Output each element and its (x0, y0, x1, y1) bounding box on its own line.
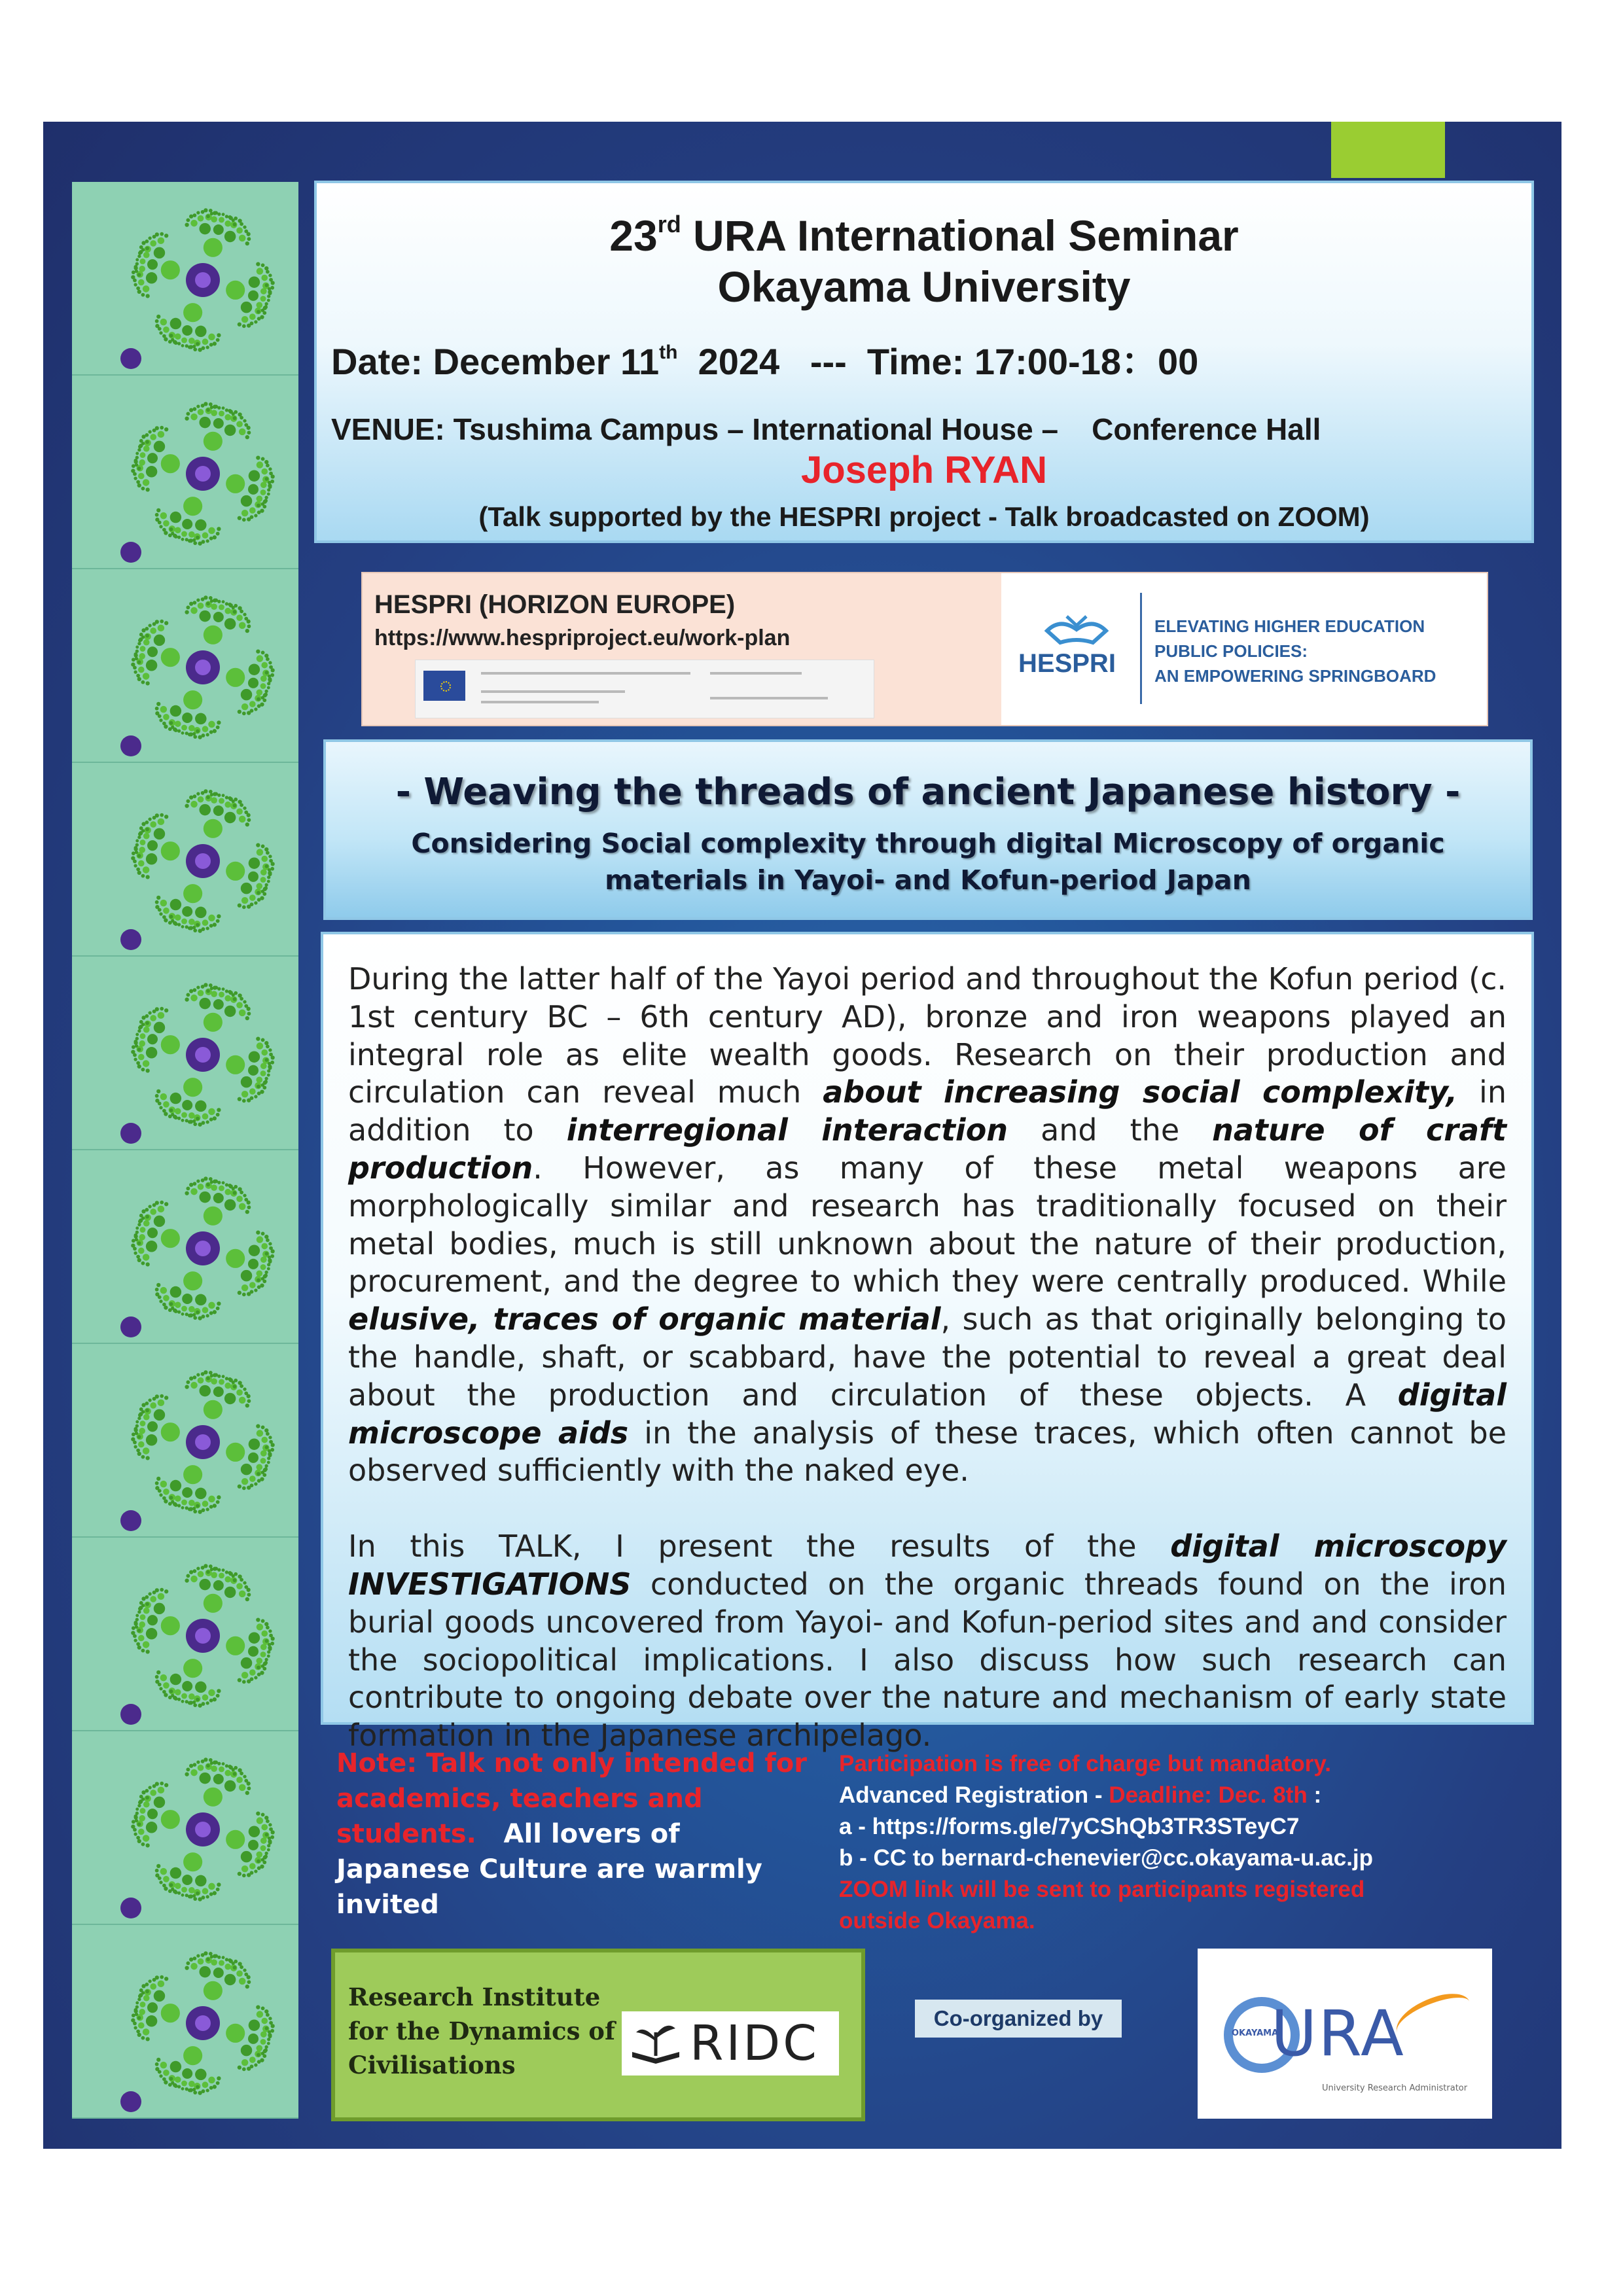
handshake-icon (1041, 611, 1113, 650)
oura-logo (1198, 1949, 1492, 2119)
registration-email[interactable]: b - CC to bernard-chenevier@cc.okayama-u.ac.jp (839, 1845, 1374, 1871)
book-plant-icon (628, 2019, 683, 2068)
abstract-paragraph-1: During the latter half of the Yayoi period and throughout the Kofun period (c. 1st century BC – 6th century AD), bronze and iron weapons played an integral role as elite wealth goods. Research on their production and circulation can reveal much about increasing social complexity, in addition to interregional interaction and the nature of craft production. However, as many of these metal weapons are morphologically similar and research has traditionally focused on their metal bodies, much is still unknown about the nature of their production, procurement, and the degree to which they were centrally produced. While elusive, traces of organic material, such as that originally belonging to the handle, shaft, or scabbard, have the potential to reveal a great deal about the production and circulation of these objects. A digital microscope aids in the analysis of these traces, which often cannot be observed sufficiently with the naked eye. (348, 961, 1507, 1489)
participation-note: Participation is free of charge but mandatory. (839, 1751, 1332, 1776)
fractal-tile (72, 569, 298, 763)
fractal-tile (72, 1925, 298, 2119)
seminar-header (314, 181, 1534, 543)
fractal-tile (72, 1538, 298, 1731)
speaker-name: Joseph RYAN (800, 449, 1048, 491)
zoom-note-cont: outside Okayama. (839, 1908, 1035, 1934)
support-note: (Talk supported by the HESPRI project - Talk broadcasted on ZOOM) (478, 501, 1370, 532)
fractal-border-column (72, 182, 298, 2119)
ridc-organizer (331, 1949, 865, 2121)
divider (1140, 593, 1142, 704)
hespri-logo-text: HESPRI (1018, 649, 1116, 678)
ridc-logo (622, 2011, 839, 2075)
fractal-tile (72, 1150, 298, 1344)
fractal-tile (72, 763, 298, 957)
registration-deadline: Advanced Registration - Deadline: Dec. 8th : (839, 1782, 1322, 1808)
abstract (321, 932, 1534, 1754)
fractal-pattern-icon (72, 1538, 298, 1730)
grant-text-line (710, 697, 828, 699)
talk-title-box (323, 739, 1533, 920)
oura-ring-text: OKAYAMA (1232, 2028, 1279, 2038)
fractal-pattern-icon (72, 1344, 298, 1536)
fractal-pattern-icon (72, 569, 298, 762)
fractal-pattern-icon (72, 376, 298, 568)
eu-flag-icon (423, 671, 465, 701)
talk-subtitle-line-2: materials in Yayoi- and Kofun-period Japan (605, 864, 1251, 896)
audience-note: Note: Talk not only intended for academics, teachers and students. All lovers of Japanese Culture are warmly invited (336, 1748, 808, 1920)
fractal-tile (72, 182, 298, 376)
swoosh-icon (1390, 1987, 1476, 2047)
grant-text-line (481, 690, 625, 693)
fractal-pattern-icon (72, 1150, 298, 1343)
fractal-pattern-icon (72, 1925, 298, 2117)
talk-title: - Weaving the threads of ancient Japanese history - (395, 771, 1461, 813)
hespri-program: HESPRI (HORIZON EUROPE) (374, 590, 736, 619)
hespri-logo (1001, 573, 1487, 725)
fractal-tile (72, 1731, 298, 1925)
fractal-tile (72, 957, 298, 1150)
oura-caption: University Research Administrator (1322, 2083, 1468, 2093)
ridc-name: Research Institute for the Dynamics of Civilisations (348, 1983, 615, 2079)
hespri-tagline: ELEVATING HIGHER EDUCATION PUBLIC POLICIES: AN EMPOWERING SPRINGBOARD (1154, 616, 1436, 686)
oura-logo-text: URA (1271, 1997, 1405, 2070)
venue: VENUE: Tsushima Campus – International House – Conference Hall (331, 412, 1321, 446)
abstract-paragraph-2: In this TALK, I present the results of the digital microscopy INVESTIGATIONS conducted on the organic threads found on the iron burial goods uncovered from Yayoi- and Kofun-period sites and and consider the sociopolitical implications. I also discuss how such research can contribute to ongoing debate over the nature and mechanism of early state formation in the Japanese archipelago. (348, 1528, 1507, 1754)
co-organized-label: Co-organized by (915, 2000, 1122, 2038)
registration-info (839, 1748, 1533, 1937)
hespri-url[interactable]: https://www.hespriproject.eu/work-plan (374, 626, 791, 650)
zoom-note: ZOOM link will be sent to participants registered (839, 1877, 1365, 1902)
grant-text-line (481, 672, 690, 675)
grant-agreement-strip (415, 660, 874, 718)
seminar-title: 23rd URA International Seminar (609, 211, 1239, 260)
grant-text-line (481, 701, 599, 703)
fractal-pattern-icon (72, 1731, 298, 1924)
fractal-pattern-icon (72, 763, 298, 955)
talk-subtitle-line-1: Considering Social complexity through digital Microscopy of organic (411, 828, 1445, 859)
grant-text-line (710, 672, 802, 675)
date-time: Date: December 11th 2024 --- Time: 17:00-18：00 (331, 341, 1199, 382)
fractal-pattern-icon (72, 182, 298, 374)
registration-link[interactable]: a - https://forms.gle/7yCShQb3TR3STeyC7 (839, 1814, 1300, 1839)
fractal-tile (72, 376, 298, 569)
fractal-pattern-icon (72, 957, 298, 1149)
ridc-logo-text: RIDC (690, 2015, 819, 2072)
accent-tab (1331, 122, 1445, 178)
hespri-banner (361, 572, 1488, 726)
university-name: Okayama University (717, 262, 1131, 311)
fractal-tile (72, 1344, 298, 1538)
